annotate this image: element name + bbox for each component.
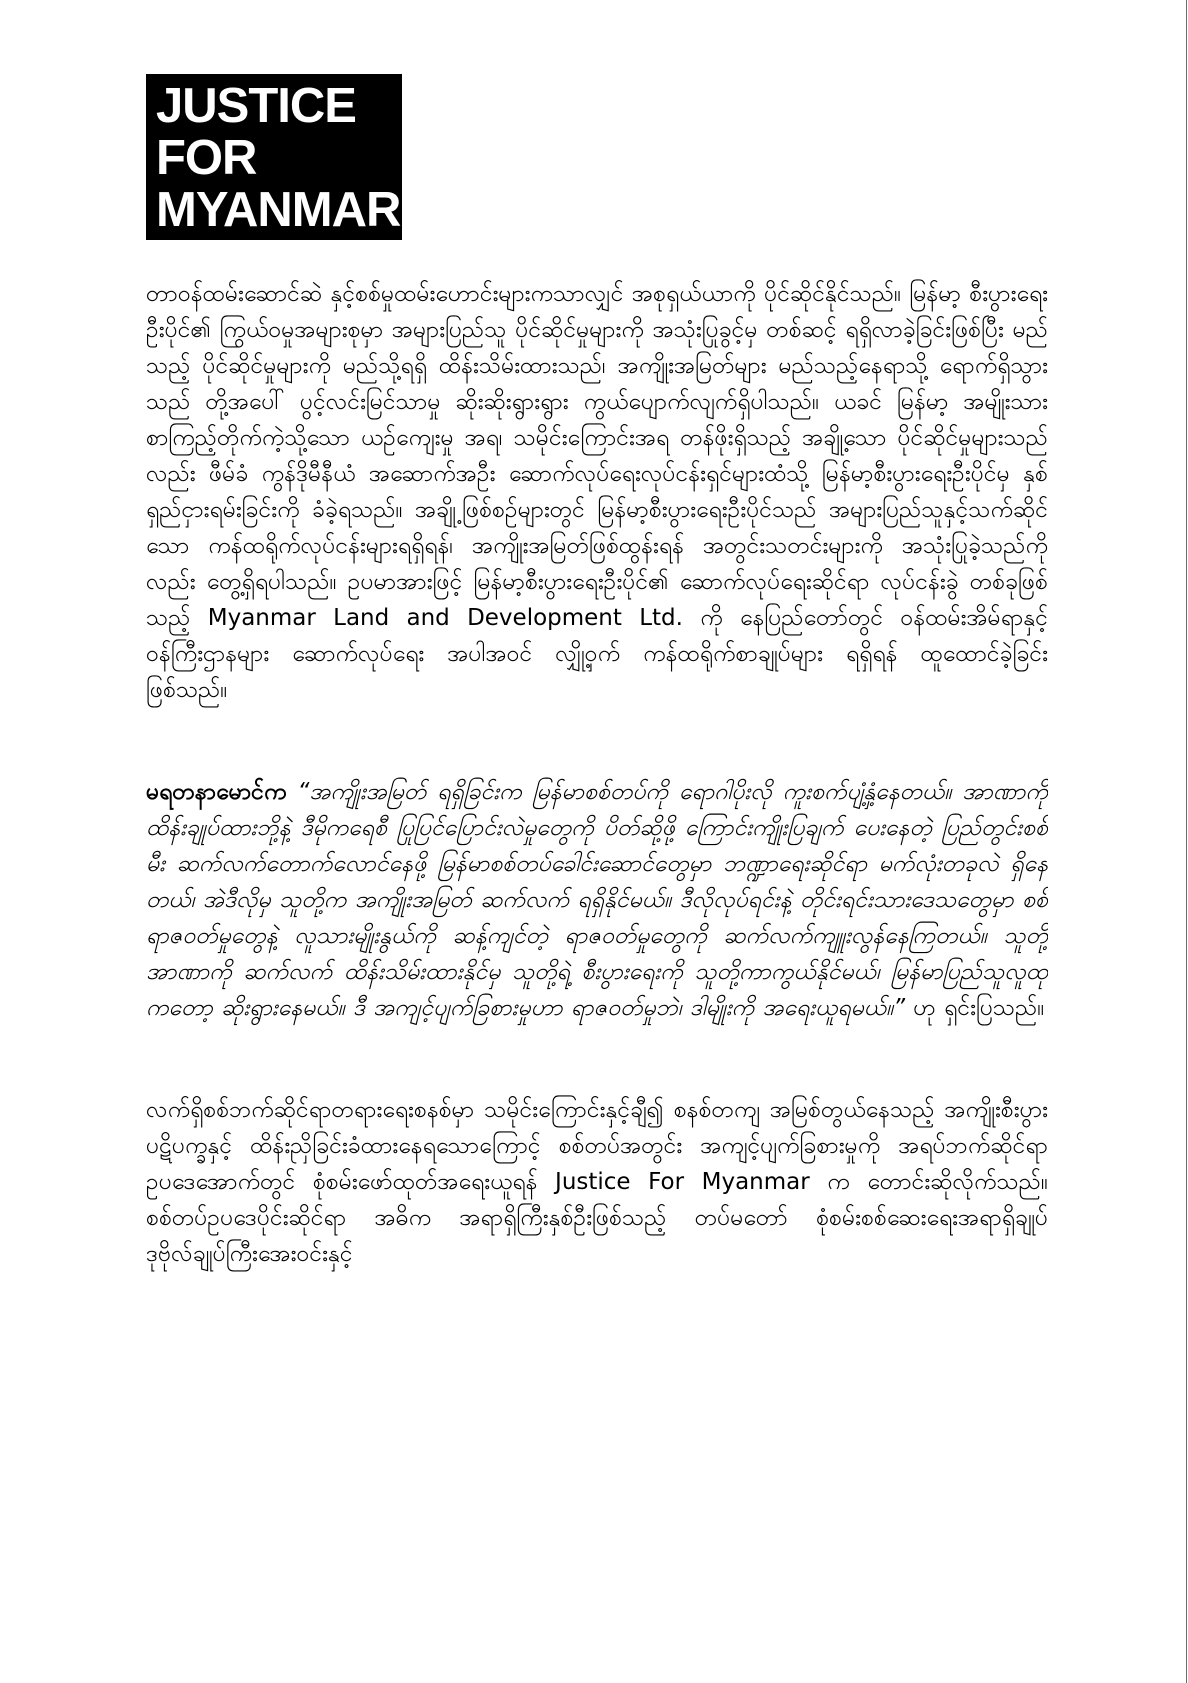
paragraph-ownership: တာဝန်ထမ်းဆောင်ဆဲ နှင့်စစ်မှုထမ်းဟောင်းများကသာလျှင် အစုရှယ်ယာကို ပိုင်ဆိုင်နိုင်သည်။ မြန်မာ့ စီးပွားရေးဦးပိုင်၏ ကြွယ်ဝမှုအများစုမှာ အများပြည်သူ ပိုင်ဆိုင်မှုများကို အသုံးပြုခွင့်မှ တစ်ဆင့် ရရှိလာခဲ့ခြင်းဖြစ်ပြီး မည်သည့် ပိုင်ဆိုင်မှုများကို မည်သို့ရရှိ ထိန်းသိမ်းထားသည်၊ အကျိုးအမြတ်များ မည်သည့်နေရာသို့ ရောက်ရှိသွားသည် တို့အပေါ် ပွင့်လင်းမြင်သာမှု ဆိုးဆိုးရွားရွား ကွယ်ပျောက်လျက်ရှိပါသည်။ ယခင် မြန်မာ့ အမျိုးသားစာကြည့်တိုက်ကဲ့သို့သော ယဉ်ကျေးမှု အရ၊ သမိုင်းကြောင်းအရ တန်ဖိုးရှိသည့် အချို့သော ပိုင်ဆိုင်မှုများသည်လည်း ဖီမ်ခံ ကွန်ဒိုမီနီယံ အဆောက်အဦး ဆောက်လုပ်ရေးလုပ်ငန်းရှင်များထံသို့ မြန်မာ့စီးပွားရေးဦးပိုင်မှ နှစ်ရှည်ငှားရမ်းခြင်းကို ခံခဲ့ရသည်။ အချို့ဖြစ်စဉ်များတွင် မြန်မာ့စီးပွားရေးဦးပိုင်သည် အများပြည်သူနှင့်သက်ဆိုင်သော ကန်ထရိုက်လုပ်ငန်းများရရှိရန်၊ အကျိုးအမြတ်ဖြစ်ထွန်းရန် အတွင်းသတင်းများကို အသုံးပြုခဲ့သည်ကိုလည်း တွေ့ရှိရပါသည်။ ဥပမာအားဖြင့် မြန်မာ့စီးပွားရေးဦးပိုင်၏ ဆောက်လုပ်ရေးဆိုင်ရာ လုပ်ငန်းခွဲ တစ်ခုဖြစ်သည့် Myanmar Land and Development Ltd. ကို နေပြည်တော်တွင် ဝန်ထမ်းအိမ်ရာနှင့် ဝန်ကြီးဌာနများ ဆောက်လုပ်ရေး အပါအဝင် လျှို့ဝှက် ကန်ထရိုက်စာချုပ်များ ရရှိရန် ထူထောင်ခဲ့ခြင်း ဖြစ်သည်။ (146, 281, 1048, 703)
quote-text: “အကျိုးအမြတ် ရရှိခြင်းက မြန်မာစစ်တပ်ကို ရောဂါပိုးလို ကူးစက်ပျံ့နှံ့နေတယ်။ အာဏာကို ထိန်းချုပ်ထားဘို့နဲ့ ဒီမိုကရေစီ ပြုပြင်ပြောင်းလဲမှုတွေကို ပိတ်ဆို့ဖို့ ကြောင်းကျိုးပြချက် ပေးနေတဲ့ ပြည်တွင်းစစ်မီး ဆက်လက်တောက်လောင်နေဖို့ မြန်မာစစ်တပ်ခေါင်းဆောင်တွေမှာ ဘဏ္ဍာရေးဆိုင်ရာ မက်လုံးတခုလဲ ရှိနေတယ်၊ အဲဒီလိုမှ သူတို့က အကျိုးအမြတ် ဆက်လက် ရရှိနိုင်မယ်။ ဒီလိုလုပ်ရင်းနဲ့ တိုင်းရင်းသားဒေသတွေမှာ စစ်ရာဇဝတ်မှုတွေနဲ့ လူသားမျိုးနွယ်ကို ဆန့်ကျင်တဲ့ ရာဇဝတ်မှုတွေကို ဆက်လက်ကျူးလွန်နေကြတယ်။ သူတို့အာဏာကို ဆက်လက် ထိန်းသိမ်းထားနိုင်မှ သူတို့ရဲ့ စီးပွားရေးကို သူတို့ကာကွယ်နိုင်မယ်၊ မြန်မာပြည်သူလူထုကတော့ ဆိုးရွားနေမယ်။ ဒီ အကျင့်ပျက်ခြစားမှုဟာ ရာဇဝတ်မှုဘဲ၊ ဒါမျိုးကို အရေးယူရမယ်။” (146, 779, 1048, 1021)
paragraph-quote (146, 774, 1048, 1026)
logo-line-3: MYANMAR (156, 183, 401, 237)
document-body (146, 276, 1048, 1671)
page-edge-line (1186, 0, 1187, 1683)
logo-line-1: JUSTICE (156, 79, 356, 133)
logo-line-2: FOR (156, 131, 257, 185)
justice-for-myanmar-logo (146, 74, 402, 240)
paragraph-closing: လက်ရှိစစ်ဘက်ဆိုင်ရာတရားရေးစနစ်မှာ သမိုင်းကြောင်းနှင့်ချီ၍ စနစ်တကျ အမြစ်တွယ်နေသည့် အကျိုးစီးပွားပဋိပက္ခနှင့် ထိန်းညှိခြင်းခံထားနေရသောကြောင့် စစ်တပ်အတွင်း အကျင့်ပျက်ခြစားမှုကို အရပ်ဘက်ဆိုင်ရာ ဥပဒေအောက်တွင် စုံစမ်းဖော်ထုတ်အရေးယူရန် Justice For Myanmar က တောင်းဆိုလိုက်သည်။ စစ်တပ်ဥပဒေပိုင်းဆိုင်ရာ အဓိက အရာရှိကြီးနှစ်ဦးဖြစ်သည့် တပ်မတော် စုံစမ်းစစ်ဆေးရေးအရာရှိချုပ် ဒုဗိုလ်ချုပ်ကြီးအေးဝင်းနှင့် (146, 1097, 1048, 1267)
quote-speaker: မရတနာမောင်က (146, 779, 287, 805)
quote-tail: ဟု ရှင်းပြသည်။ (913, 995, 1045, 1021)
